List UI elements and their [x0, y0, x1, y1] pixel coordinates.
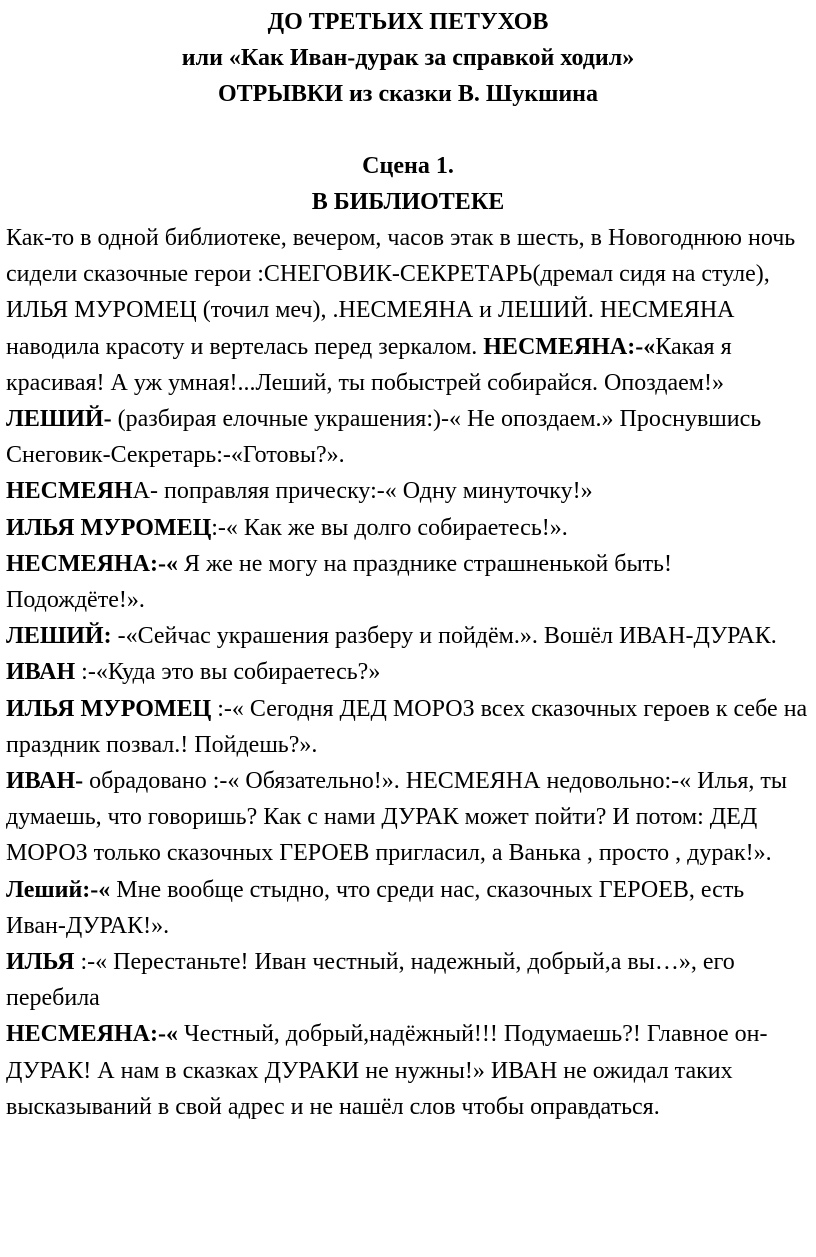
document-subtitle: или «Как Иван-дурак за справкой ходил»	[181, 45, 635, 71]
dialogue-line	[6, 1016, 810, 1125]
line-text: обрадовано :-« Обязательно!». НЕСМЕЯНА недовольно:-« Илья, ты думаешь, что говоришь? Как с нами ДУРАК может пойти? И потом: ДЕД МОРОЗ только сказочных ГЕРОЕВ пригласил, а Ванька , просто , дурак!».	[6, 768, 788, 867]
dialogue-line	[6, 473, 810, 509]
speaker-name: ЛЕШИЙ-	[6, 406, 112, 433]
dialogue-line	[6, 401, 810, 473]
document-source: ОТРЫВКИ из сказки В. Шукшина	[218, 81, 598, 107]
dialogue-line	[6, 618, 810, 654]
scene-text	[6, 220, 810, 1125]
speaker-name: ЛЕШИЙ:	[6, 623, 112, 650]
line-text: Какая я красивая! А уж умная!...Леший, ты побыстрей собирайся. Опоздаем!»	[6, 333, 732, 396]
speaker-name: ИВАН-	[6, 768, 84, 795]
speaker-name: ИЛЬЯ МУРОМЕЦ	[6, 695, 212, 722]
line-text: :-« Перестаньте! Иван честный, надежный, добрый,а вы…», его перебила	[6, 949, 735, 1012]
speaker-name: ИЛЬЯ МУРОМЕЦ	[6, 514, 212, 541]
dialogue-line	[6, 654, 810, 690]
speaker-name: НЕСМЕЯН	[6, 478, 133, 505]
paragraph-intro	[6, 220, 810, 401]
speaker-name: ИЛЬЯ	[6, 949, 75, 976]
line-text: -«Сейчас украшения разберу и пойдём.». Вошёл ИВАН-ДУРАК.	[111, 623, 777, 650]
line-text: А- поправляя прическу:-« Одну минуточку!»	[132, 478, 593, 505]
scene-number: Сцена 1.	[362, 153, 454, 179]
speaker-name: Леший:-«	[6, 876, 111, 903]
speaker-name: НЕСМЕЯНА:-«	[6, 1021, 178, 1048]
speaker-name: ИВАН	[6, 659, 76, 686]
line-text: Я же не могу на празднике страшненькой быть! Подождёте!».	[6, 550, 672, 614]
line-text: (разбирая елочные украшения:)-« Не опоздаем.» Проснувшись Снеговик-Секретарь:-«Готовы?».	[6, 406, 762, 469]
line-text: :-«Куда это вы собираетесь?»	[75, 659, 381, 686]
speaker-name: НЕСМЕЯНА:-«	[6, 550, 178, 577]
dialogue-line	[6, 944, 810, 1016]
dialogue-line	[6, 763, 810, 944]
dialogue-line	[6, 546, 810, 618]
line-text: :-« Как же вы долго собираетесь!».	[211, 514, 568, 541]
line-text: :-« Сегодня ДЕД МОРОЗ всех сказочных героев к себе на праздник позвал.! Пойдешь?».	[6, 695, 808, 758]
spacer	[6, 112, 810, 148]
line-text: Честный, добрый,надёжный!!! Подумаешь?! Главное он- ДУРАК! А нам в сказках ДУРАКИ не нужны!» ИВАН не ожидал таких высказываний в свой адрес и не нашёл слов чтобы оправдаться.	[6, 1021, 768, 1120]
narration: Как-то в одной библиотеке, вечером, часов этак в шесть, в Новогоднюю ночь сидели сказочные герои :СНЕГОВИК-СЕКРЕТАРЬ(дремал сидя на стуле), ИЛЬЯ МУРОМЕЦ (точил меч), .НЕСМЕЯНА и ЛЕШИЙ. НЕСМЕЯНА наводила красоту и вертелась перед зеркалом.	[6, 225, 796, 360]
line-text: Мне вообще стыдно, что среди нас, сказочных ГЕРОЕВ, есть Иван-ДУРАК!».	[6, 876, 745, 939]
speaker-name: НЕСМЕЯНА:-«	[483, 333, 656, 360]
scene-location: В БИБЛИОТЕКЕ	[311, 189, 505, 215]
dialogue-line	[6, 691, 810, 763]
document-title: ДО ТРЕТЬИХ ПЕТУХОВ	[267, 9, 549, 35]
dialogue-line	[6, 510, 810, 546]
